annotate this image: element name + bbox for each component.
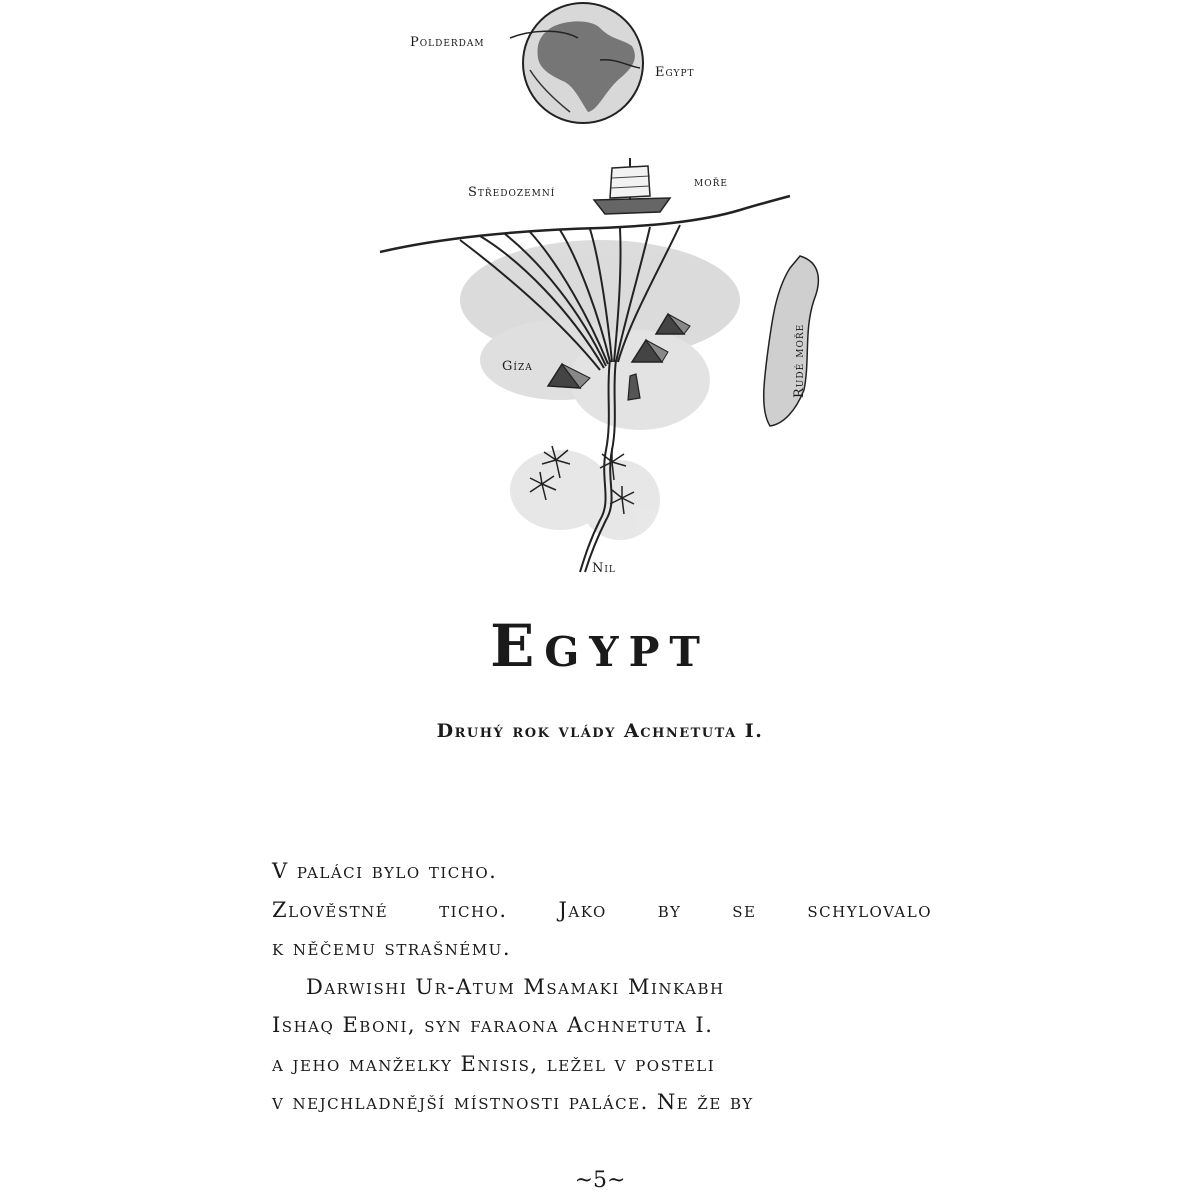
text-line: Zlověstné ticho. Jako by se schylovalo xyxy=(272,897,932,922)
text-line: V paláci bylo ticho. xyxy=(272,859,498,883)
text-line: a jeho manželky Enisis, ležel v posteli xyxy=(272,1051,716,1076)
chapter-subtitle: Druhý rok vlády Achnetuta I. xyxy=(436,720,764,742)
map-label-mediterranean-left: Středozemní xyxy=(468,185,556,200)
map-label-nile: Nil xyxy=(592,561,616,576)
map-label-egypt: Egypt xyxy=(655,65,695,80)
text-line: v nejchladnější místnosti paláce. Ne že by xyxy=(272,1090,754,1114)
map-label-red-sea: Rudé moře xyxy=(792,323,807,398)
text-line: k něčemu strašnému. xyxy=(272,936,511,960)
map-label-mediterranean-right: moře xyxy=(694,175,728,190)
text-line: Darwishi Ur-Atum Msamaki Minkabh xyxy=(306,974,725,999)
text-line: Ishaq Eboni, syn faraona Achnetuta I. xyxy=(272,1013,714,1037)
map-label-polderdam: Polderdam xyxy=(410,35,485,50)
ship-icon xyxy=(594,158,670,214)
page-number: ~5~ xyxy=(574,1168,626,1193)
body-text xyxy=(272,852,932,1122)
chapter-title: Egypt xyxy=(490,612,710,680)
globe-icon xyxy=(510,3,643,123)
map-label-giza: Gíza xyxy=(502,359,533,374)
desert-wash xyxy=(460,240,740,540)
